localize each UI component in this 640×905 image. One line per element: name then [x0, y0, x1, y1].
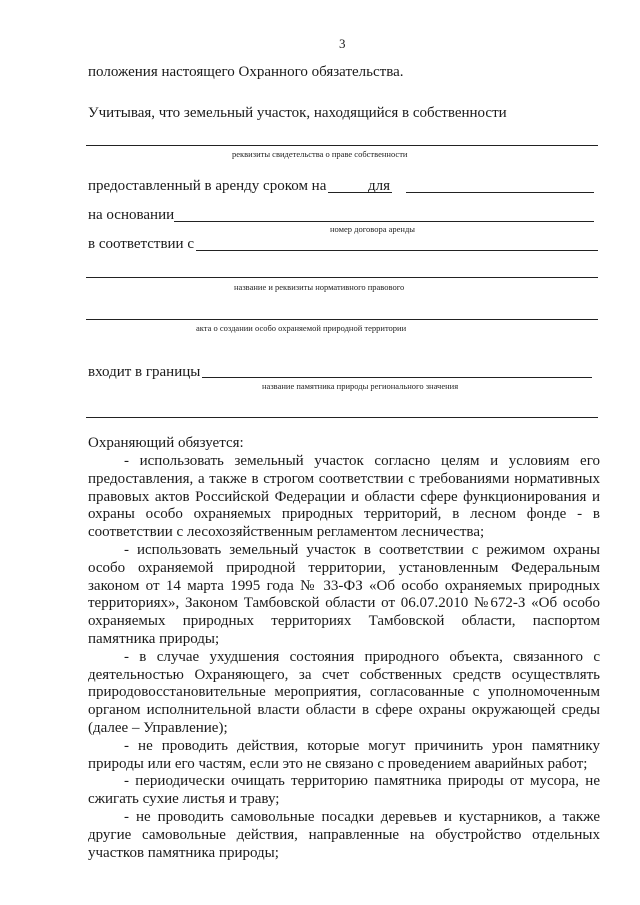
- obligation-item: - периодически очищать территорию памятника природы от мусора, не сжигать сухие листья и траву;: [88, 773, 600, 808]
- ownership-blank-line: [86, 145, 598, 146]
- obligation-item: - в случае ухудшения состояния природного объекта, связанного с деятельностью Охраняющего, за счет собственных средств осуществлять природовосстановительные мероприятия, согласованные с уполномоченным органом исполнительной власти области в сфере охраны окружающей среды (далее – Управление);: [88, 648, 600, 736]
- caption-contract: номер договора аренды: [330, 224, 415, 234]
- considering-line: Учитывая, что земельный участок, находящийся в собственности: [88, 105, 507, 121]
- lease-purpose-blank: [406, 192, 594, 193]
- caption-creation-act: акта о создании особо охраняемой природной территории: [196, 323, 407, 333]
- page-number: 3: [339, 36, 346, 51]
- legal-act-blank-line: [86, 277, 598, 278]
- caption-ownership: реквизиты свидетельства о праве собственности: [232, 149, 408, 159]
- obligation-item: - не проводить действия, которые могут причинить урон памятнику природы или его частям, если это не связано с проведением аварийных работ;: [88, 737, 600, 772]
- boundaries-blank-line: [202, 377, 592, 378]
- accordance-label: в соответствии с: [88, 236, 194, 252]
- header-line: положения настоящего Охранного обязательства.: [88, 64, 404, 80]
- boundaries-label: входит в границы: [88, 364, 201, 380]
- caption-monument: название памятника природы регионального значения: [262, 381, 459, 391]
- lease-for-label: для: [368, 178, 391, 194]
- obligations-heading: Охраняющий обязуется:: [88, 435, 244, 451]
- monument-extra-blank-line: [86, 417, 598, 418]
- basis-blank-line: [174, 221, 594, 222]
- obligation-item: - не проводить самовольные посадки деревьев и кустарников, а также другие самовольные действия, направленные на обустройство отдельных участков памятника природы;: [88, 808, 600, 861]
- obligation-item: - использовать земельный участок в соответствии с режимом охраны особо охраняемой природной территории, установленным Федеральным законом от 14 марта 1995 года № 33-ФЗ «Об особо охраняемых природных территориях», Законом Тамбовской области от 06.07.2010 №672-З «Об особо охраняемых природных территориях Тамбовской области, паспортом памятника природы;: [88, 541, 600, 647]
- basis-label: на основании: [88, 207, 175, 223]
- obligation-item: - использовать земельный участок согласно целям и условиям его предоставления, а также в строгом соответствии с требованиями нормативных правовых актов Российской Федерации и области сфере функционирования и охраны особо охраняемых природных территорий, в лесном фонде - в соответствии с лесохозяйственным регламентом лесничества;: [88, 453, 600, 541]
- obligations-list: [88, 453, 600, 862]
- accordance-blank-line: [196, 250, 598, 251]
- caption-legal-act: название и реквизиты нормативного правового: [234, 282, 405, 292]
- creation-act-blank-line: [86, 319, 598, 320]
- lease-term-label: предоставленный в аренду сроком на: [88, 178, 327, 194]
